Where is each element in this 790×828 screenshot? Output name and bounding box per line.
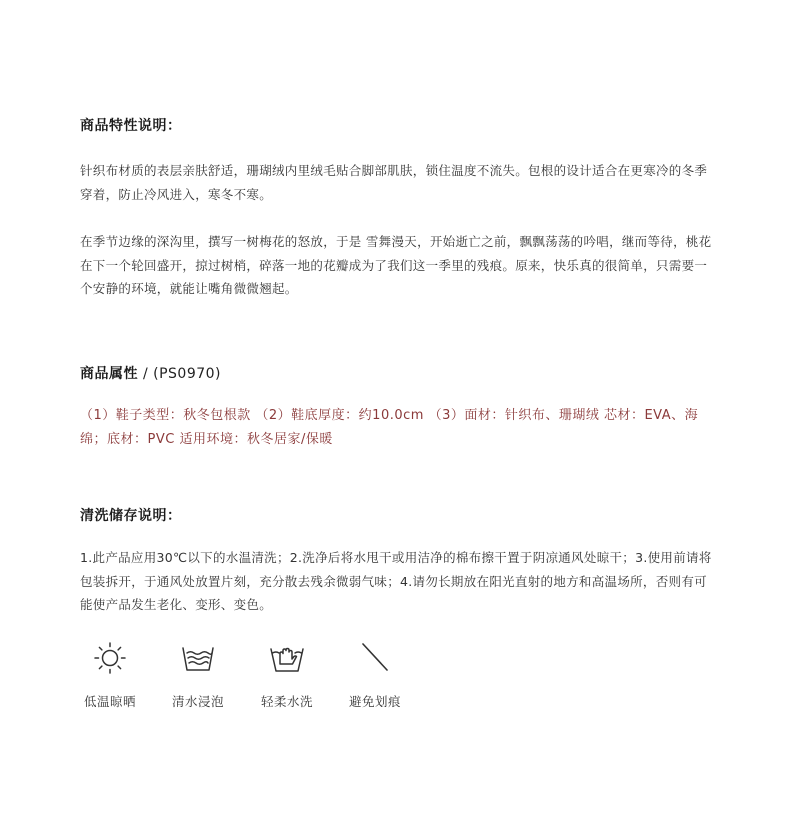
care-icon-item (166, 640, 230, 710)
features-paragraph-2: 在季节边缘的深沟里，撰写一树梅花的怒放，于是 雪舞漫天，开始逝亡之前，飘飘荡荡的吟唱，继而等待，桃花在下一个轮回盛开，掠过树梢，碎落一地的花瓣成为了我们这一季里的残痕。原来，快乐真的很简单，只需要一个安静的环境，就能让嘴角微微翘起。 (80, 234, 712, 296)
features-paragraph-1: 针织布材质的表层亲肤舒适，珊瑚绒内里绒毛贴合脚部肌肤，锁住温度不流失。包根的设计适合在更寒冷的冬季穿着，防止冷风进入，寒冬不寒。 (80, 163, 708, 202)
hand-wash-icon (269, 640, 305, 676)
care-icons (78, 640, 418, 720)
sun-dry-icon (92, 640, 128, 676)
care-icon-label: 避免划痕 (348, 694, 401, 709)
care-icon-item (343, 640, 407, 710)
water-soak-icon (180, 640, 216, 676)
care-icon-item (78, 640, 142, 710)
attributes-code: / (PS0970) (138, 366, 221, 382)
attributes-title: 商品属性 (80, 366, 138, 382)
care-icon-label: 轻柔水洗 (260, 694, 313, 709)
care-text: 1.此产品应用30℃以下的水温清洗；2.洗净后将水甩干或用洁净的棉布擦干置于阴凉通风处晾干；3.使用前请将包装拆开，于通风处放置片刻，充分散去残余微弱气味；4.请勿长期放在阳光直射的地方和高温场所，否则有可能使产品发生老化、变形、变色。 (80, 550, 712, 612)
care-icon-item (255, 640, 319, 710)
care-icon-label: 低温晾晒 (83, 694, 136, 709)
attributes-heading (80, 364, 221, 384)
attributes-text: （1）鞋子类型：秋冬包根款 （2）鞋底厚度：约10.0cm （3）面材：针织布、珊瑚绒 芯材：EVA、海绵；底材：PVC 适用环境：秋冬居家/保暖 (80, 408, 699, 447)
features-heading: 商品特性说明： (80, 118, 182, 134)
care-icon-label: 清水浸泡 (171, 694, 224, 709)
care-heading: 清洗储存说明： (80, 508, 182, 524)
no-scratch-icon (357, 640, 393, 676)
